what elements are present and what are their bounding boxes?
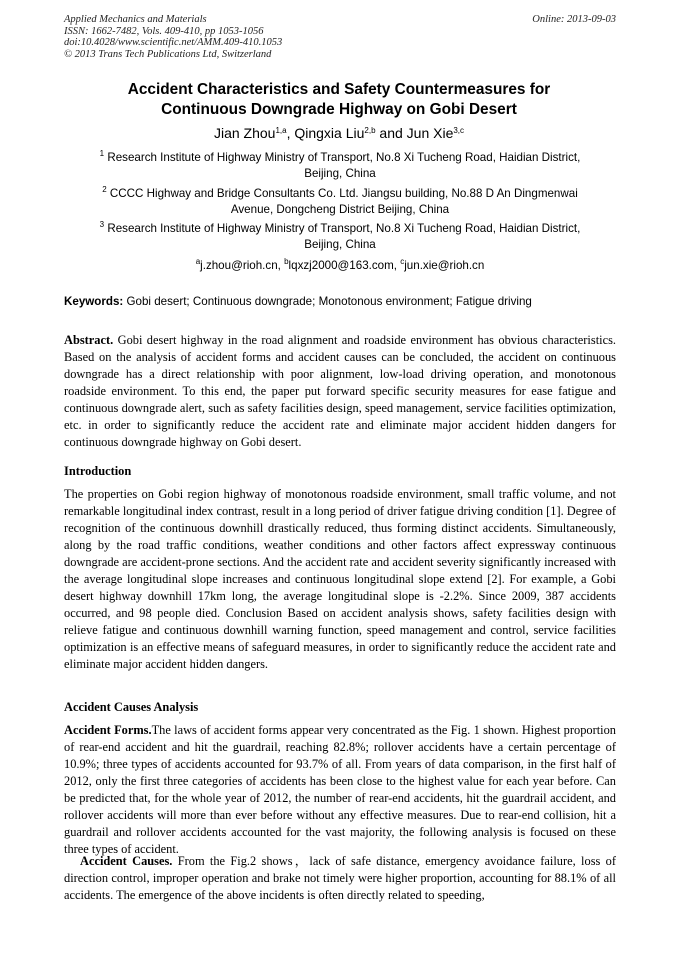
author-sup: 2,b (364, 126, 376, 135)
copyright-line: © 2013 Trans Tech Publications Ltd, Switzerland (64, 48, 272, 60)
author-list (40, 124, 638, 142)
author-separator: , (286, 125, 295, 141)
introduction-paragraph: The properties on Gobi region highway of monotonous roadside environment, small traffic volume, and not remarkable longitudinal index contrast, result in a long period of driver fatigue driving condition [1]. Degree of recognition of the continuous downhill drastically reduced, thus forming distinct accidents. Simultaneously, along by the road traffic conditions, weather conditions and other factors affect expressway continuous downgrade are accident-prone sections. And the accident rate and accident severity significantly increased with the average longitudinal slope increases and continuous longitudinal slope extend [2]. For example, a Gobi desert highway downhill 17km long, the average longitudinal slope is -2.2%. Since 2009, 387 accidents occurred, and 98 people died. Conclusion Based on accident analysis shows, safety facilities design with relieve fatigue and continuous downhill warning function, speed management and control, service facilities optimization is an effective means of safeguard measures, in order to significantly reduce the accident rate and eliminate major accident hidden dangers. (64, 487, 616, 671)
keywords-label: Keywords: (64, 295, 124, 308)
email-link[interactable]: lqxzj2000@163.com, (288, 259, 401, 272)
author-name: Qingxia Liu (294, 125, 365, 141)
title-line-1: Accident Characteristics and Safety Countermeasures for (127, 81, 551, 98)
causes-heading: Accident Causes Analysis (64, 700, 199, 714)
journal-name: Applied Mechanics and Materials (64, 14, 207, 25)
email-sup: b (284, 257, 289, 266)
title-line-2: Continuous Downgrade Highway on Gobi Desert (161, 101, 517, 118)
author-name: Jun Xie (406, 125, 454, 141)
affiliation-text: Avenue, Dongcheng District Beijing, China (230, 202, 450, 216)
affiliation-text: Beijing, China (304, 237, 376, 251)
affiliation-2 (64, 186, 616, 217)
abstract (64, 332, 616, 451)
abstract-text: Gobi desert highway in the road alignment and roadside environment has obvious characteristics. Based on the analysis of accident forms and accident causes can be concluded, the accident on continuous downgrade has a direct relationship with poor alignment, low-load driving operation, and monotonous roadside environment. To this end, the paper put forward specific security measures for ease fatigue and continuous downgrade alert, such as safety facilities design, speed management, service facilities optimization, etc. in order to significantly reduce the accident rate and eliminate major accident hidden dangers for continuous downgrade highway on Gobi desert. (64, 333, 616, 449)
accident-causes-label: Accident Causes. (80, 854, 173, 868)
affiliation-number: 1 (99, 149, 105, 158)
affiliation-text: CCCC Highway and Bridge Consultants Co. Ltd. Jiangsu building, No.88 D An Dingmenwai (109, 187, 578, 200)
author-sup: 1,a (275, 126, 287, 135)
affiliation-number: 3 (99, 220, 105, 229)
author-name: Jian Zhou (213, 125, 276, 141)
author-sup: 3,c (453, 126, 465, 135)
email-sup: c (400, 257, 405, 266)
affiliation-text: Research Institute of Highway Ministry of Transport, No.8 Xi Tucheng Road, Haidian District, (107, 222, 581, 235)
author-separator: and (375, 125, 407, 141)
abstract-label: Abstract. (64, 333, 114, 347)
email-link[interactable]: j.zhou@rioh.cn, (200, 259, 285, 272)
affiliation-3 (64, 221, 616, 252)
accident-forms-paragraph (64, 722, 616, 858)
online-date: Online: 2013-09-03 (532, 14, 616, 25)
issn-line: ISSN: 1662-7482, Vols. 409-410, pp 1053-1056 (64, 25, 264, 37)
journal-header (64, 14, 616, 60)
accident-forms-text: The laws of accident forms appear very concentrated as the Fig. 1 shown. Highest proportion of rear-end accident and hit the guardrail, reaching 82.8%; rollover accidents have a certain percentage of 10.9%; three types of accidents accounted for 93.7% of all. From years of data comparison, in the first half of 2012, only the first three categories of accidents has been close to the highest value for each year before. Can be predicted that, for the whole year of 2012, the number of rear-end accidents, hit the guardrail accident, and rollover accidents will more than ever before without any effective measures. Due to rear-end collision, hit a guardrail and rollover accidents accounted for the vast majority, the following analysis is focused on these three types of accident. (64, 723, 616, 856)
keywords (64, 294, 616, 309)
affiliation-text: Beijing, China (304, 166, 376, 180)
paper-title (40, 80, 638, 120)
accident-forms-label: Accident Forms. (64, 723, 152, 737)
accident-causes-paragraph (64, 853, 616, 904)
author-emails (64, 258, 616, 273)
accident-causes-text: From the Fig.2 shows，lack of safe distance, emergency avoidance failure, loss of direction control, improper operation and brake not timely were higher proportion, accounting for 88.1% of all accidents. The emergence of the above incidents is often directly related to speeding, (64, 854, 616, 902)
introduction-heading: Introduction (64, 464, 132, 478)
email-sup: a (195, 257, 201, 266)
email-link[interactable]: jun.xie@rioh.cn (404, 259, 485, 272)
affiliation-number: 2 (102, 185, 107, 194)
affiliation-1 (64, 150, 616, 181)
affiliation-text: Research Institute of Highway Ministry of Transport, No.8 Xi Tucheng Road, Haidian District, (107, 151, 581, 164)
doi-line[interactable]: doi:10.4028/www.scientific.net/AMM.409-410.1053 (64, 37, 283, 48)
keywords-text: Gobi desert; Continuous downgrade; Monotonous environment; Fatigue driving (123, 295, 532, 308)
